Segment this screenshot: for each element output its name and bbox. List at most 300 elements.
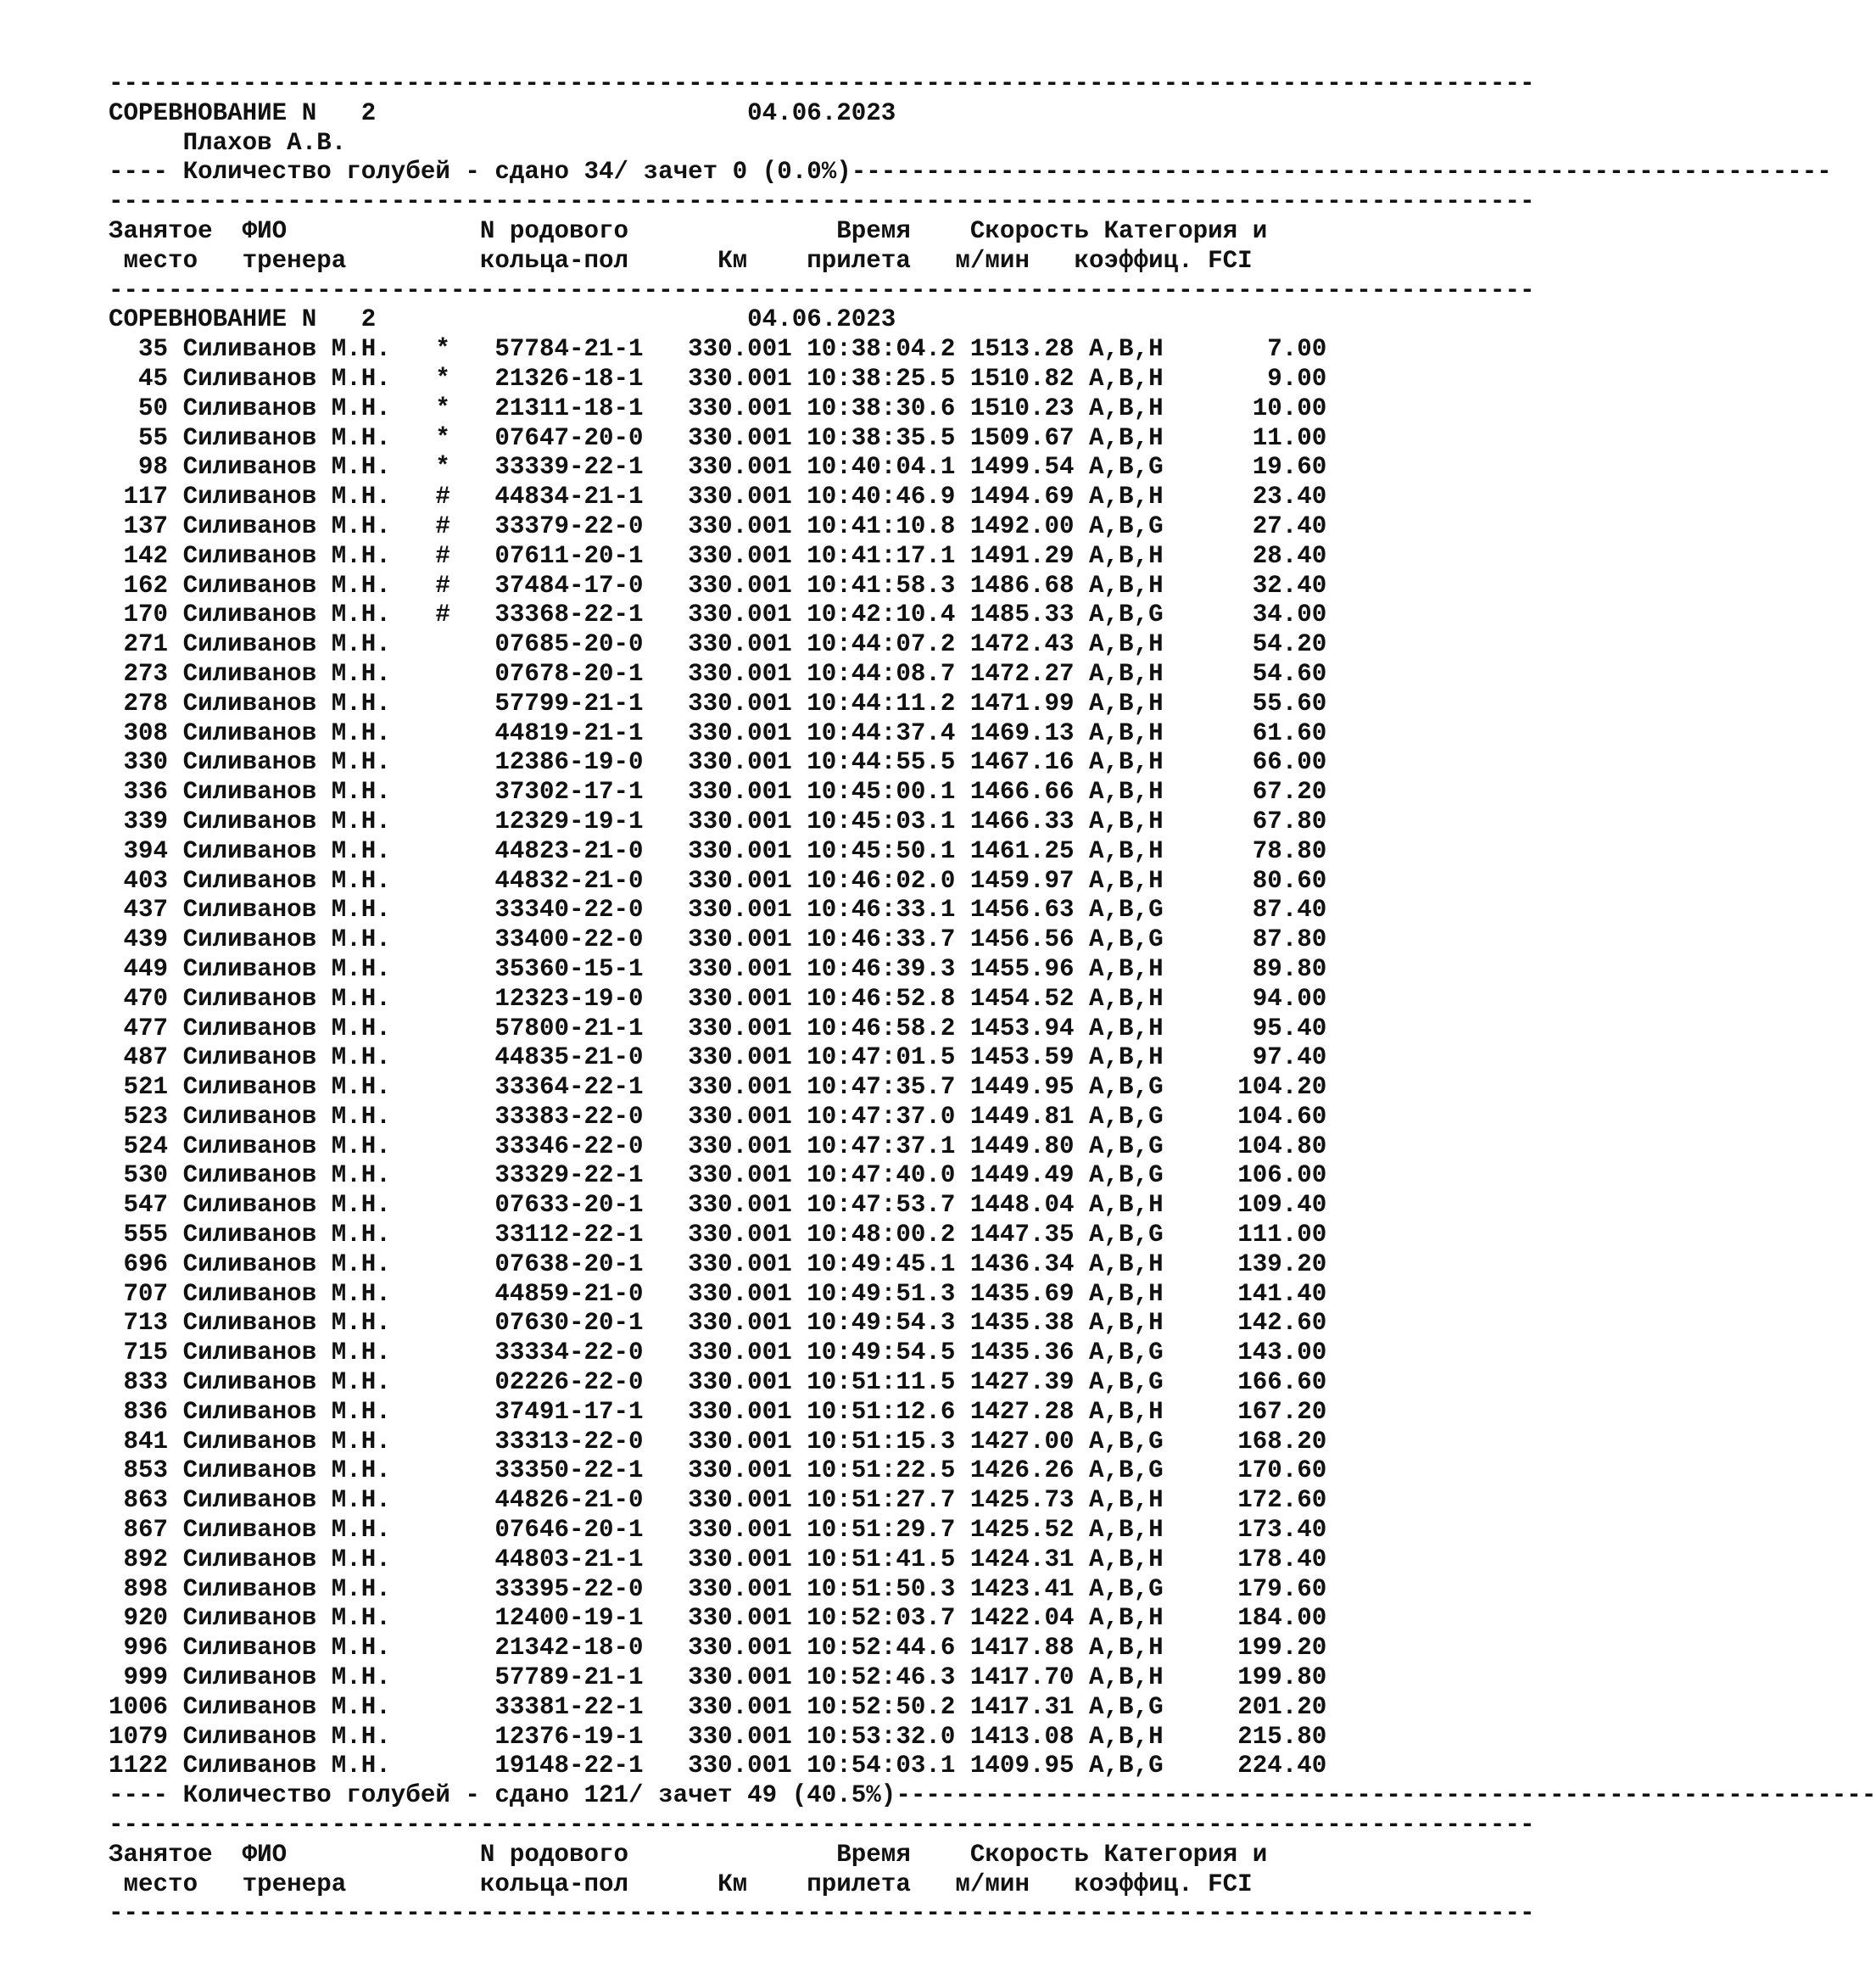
cell-time: 10:47:35.7 bbox=[807, 1073, 956, 1102]
cell-category: A,B,H bbox=[1089, 1279, 1164, 1308]
table-row bbox=[109, 1280, 1381, 1310]
cell-speed: 1413.08 bbox=[969, 1722, 1075, 1751]
cell-ring: 07630-20-1 bbox=[494, 1309, 644, 1338]
cell-km: 330.001 bbox=[688, 1073, 792, 1102]
cell-mark: # bbox=[435, 511, 450, 540]
header-category: Категория и bbox=[1103, 216, 1268, 245]
cell-name: Силиванов М.Н. bbox=[182, 1102, 391, 1131]
cell-time: 10:46:52.8 bbox=[807, 984, 956, 1013]
table-row bbox=[109, 1309, 1381, 1339]
cell-ring: 57799-21-1 bbox=[494, 689, 644, 718]
cell-time: 10:44:11.2 bbox=[807, 689, 956, 718]
cell-km: 330.001 bbox=[688, 394, 792, 422]
cell-mark bbox=[435, 690, 450, 718]
cell-ring: 44834-21-1 bbox=[494, 483, 644, 511]
cell-category: A,B,H bbox=[1089, 423, 1164, 452]
cell-time: 10:47:53.7 bbox=[807, 1191, 956, 1220]
cell-speed: 1485.33 bbox=[969, 601, 1075, 629]
cell-coef: 106.00 bbox=[1237, 1161, 1327, 1190]
cell-ring: 33350-22-1 bbox=[494, 1456, 644, 1485]
cell-coef: 9.00 bbox=[1267, 364, 1327, 393]
cell-ring: 07611-20-1 bbox=[494, 541, 644, 570]
cell-place: 487 bbox=[109, 1043, 169, 1072]
cell-name: Силиванов М.Н. bbox=[182, 866, 391, 895]
cell-time: 10:41:17.1 bbox=[807, 541, 956, 570]
cell-name: Силиванов М.Н. bbox=[182, 836, 391, 865]
header-ring: N родового bbox=[479, 1840, 778, 1869]
cell-speed: 1469.13 bbox=[969, 718, 1075, 747]
cell-category: A,B,H bbox=[1089, 571, 1164, 600]
table-row bbox=[109, 601, 1381, 630]
cell-speed: 1422.04 bbox=[969, 1604, 1075, 1633]
cell-km: 330.001 bbox=[688, 1368, 792, 1397]
cell-km: 330.001 bbox=[688, 601, 792, 629]
cell-coef: 87.80 bbox=[1252, 925, 1327, 954]
cell-time: 10:53:32.0 bbox=[807, 1722, 956, 1751]
cell-mark bbox=[435, 867, 450, 895]
cell-category: A,B,H bbox=[1089, 1604, 1164, 1633]
cell-km: 330.001 bbox=[688, 984, 792, 1013]
cell-speed: 1417.31 bbox=[969, 1692, 1075, 1721]
cell-name: Силиванов М.Н. bbox=[182, 394, 391, 422]
cell-name: Силиванов М.Н. bbox=[182, 601, 391, 629]
cell-coef: 104.80 bbox=[1237, 1132, 1327, 1160]
cell-category: A,B,G bbox=[1089, 1221, 1164, 1249]
header-name: тренера bbox=[242, 1869, 480, 1898]
cell-speed: 1435.38 bbox=[969, 1309, 1075, 1338]
cell-km: 330.001 bbox=[688, 807, 792, 836]
cell-name: Силиванов М.Н. bbox=[182, 748, 391, 777]
cell-place: 999 bbox=[109, 1663, 169, 1692]
cell-speed: 1449.81 bbox=[969, 1102, 1075, 1131]
cell-mark bbox=[435, 1309, 450, 1337]
cell-coef: 111.00 bbox=[1237, 1221, 1327, 1249]
cell-speed: 1491.29 bbox=[969, 541, 1075, 570]
header-name: ФИО bbox=[242, 1840, 480, 1869]
cell-category: A,B,H bbox=[1089, 1722, 1164, 1751]
header-category: Категория и bbox=[1103, 1840, 1268, 1869]
header-place: Занятое bbox=[109, 1840, 243, 1869]
cell-name: Силиванов М.Н. bbox=[182, 1516, 391, 1545]
cell-speed: 1510.82 bbox=[969, 364, 1075, 393]
cell-category: A,B,H bbox=[1089, 630, 1164, 659]
cell-name: Силиванов М.Н. bbox=[182, 1752, 391, 1780]
cell-name: Силиванов М.Н. bbox=[182, 718, 391, 747]
cell-name: Силиванов М.Н. bbox=[182, 1663, 391, 1692]
cell-ring: 33339-22-1 bbox=[494, 453, 644, 482]
table-row bbox=[109, 630, 1381, 660]
table-row bbox=[109, 896, 1381, 925]
cell-km: 330.001 bbox=[688, 1014, 792, 1042]
header-speed: м/мин bbox=[955, 246, 1075, 275]
cell-time: 10:48:00.2 bbox=[807, 1221, 956, 1249]
cell-place: 524 bbox=[109, 1132, 169, 1160]
table-row bbox=[109, 808, 1381, 837]
cell-time: 10:38:30.6 bbox=[807, 394, 956, 422]
cell-km: 330.001 bbox=[688, 718, 792, 747]
cell-place: 137 bbox=[109, 511, 169, 540]
cell-category: A,B,G bbox=[1089, 896, 1164, 925]
cell-speed: 1454.52 bbox=[969, 984, 1075, 1013]
cell-ring: 21311-18-1 bbox=[494, 394, 644, 422]
cell-place: 98 bbox=[109, 453, 169, 482]
cell-mark: # bbox=[435, 541, 450, 570]
cell-speed: 1461.25 bbox=[969, 836, 1075, 865]
cell-name: Силиванов М.Н. bbox=[182, 1722, 391, 1751]
table-row bbox=[109, 690, 1381, 719]
cell-ring: 33395-22-0 bbox=[494, 1574, 644, 1603]
header-speed: м/мин bbox=[955, 1869, 1075, 1898]
cell-time: 10:49:54.5 bbox=[807, 1339, 956, 1367]
cell-place: 920 bbox=[109, 1604, 169, 1633]
cell-ring: 33379-22-0 bbox=[494, 511, 644, 540]
cell-ring: 33112-22-1 bbox=[494, 1221, 644, 1249]
cell-ring: 57784-21-1 bbox=[494, 335, 644, 364]
summary-text: Количество голубей - сдано 121/ зачет 49 (40.5%) bbox=[182, 1781, 896, 1810]
cell-place: 162 bbox=[109, 571, 169, 600]
cell-category: A,B,H bbox=[1089, 483, 1164, 511]
cell-mark bbox=[435, 1280, 450, 1308]
cell-place: 477 bbox=[109, 1014, 169, 1042]
cell-coef: 143.00 bbox=[1237, 1339, 1327, 1367]
header-category: коэффиц. FCI bbox=[1074, 1869, 1253, 1898]
cell-mark bbox=[435, 896, 450, 924]
cell-time: 10:41:58.3 bbox=[807, 571, 956, 600]
cell-coef: 54.60 bbox=[1252, 659, 1327, 688]
cell-category: A,B,G bbox=[1089, 1161, 1164, 1190]
cell-place: 1122 bbox=[109, 1752, 169, 1780]
table-row bbox=[109, 394, 1381, 424]
cell-speed: 1455.96 bbox=[969, 954, 1075, 983]
cell-category: A,B,G bbox=[1089, 1456, 1164, 1485]
cell-km: 330.001 bbox=[688, 423, 792, 452]
cell-km: 330.001 bbox=[688, 1456, 792, 1485]
cell-ring: 44835-21-0 bbox=[494, 1043, 644, 1072]
cell-speed: 1425.52 bbox=[969, 1516, 1075, 1545]
cell-km: 330.001 bbox=[688, 1132, 792, 1160]
cell-ring: 33334-22-0 bbox=[494, 1339, 644, 1367]
cell-place: 449 bbox=[109, 954, 169, 983]
table-row bbox=[109, 1250, 1381, 1280]
cell-ring: 33400-22-0 bbox=[494, 925, 644, 954]
competition-label: СОРЕВНОВАНИЕ N bbox=[109, 98, 317, 127]
cell-name: Силиванов М.Н. bbox=[182, 1397, 391, 1426]
cell-category: A,B,G bbox=[1089, 1692, 1164, 1721]
section-date: 04.06.2023 bbox=[747, 305, 896, 334]
table-row bbox=[109, 955, 1381, 985]
competition-number: 2 bbox=[360, 98, 377, 127]
cell-ring: 21326-18-1 bbox=[494, 364, 644, 393]
cell-place: 55 bbox=[109, 423, 169, 452]
cell-coef: 215.80 bbox=[1237, 1722, 1327, 1751]
cell-time: 10:44:37.4 bbox=[807, 718, 956, 747]
cell-coef: 66.00 bbox=[1252, 748, 1327, 777]
cell-speed: 1449.49 bbox=[969, 1161, 1075, 1190]
header-time: прилета bbox=[807, 246, 956, 275]
cell-category: A,B,H bbox=[1089, 718, 1164, 747]
table-row bbox=[109, 925, 1381, 955]
table-row bbox=[109, 453, 1381, 483]
cell-name: Силиванов М.Н. bbox=[182, 511, 391, 540]
cell-km: 330.001 bbox=[688, 925, 792, 954]
cell-time: 10:51:50.3 bbox=[807, 1574, 956, 1603]
cell-time: 10:41:10.8 bbox=[807, 511, 956, 540]
table-row bbox=[109, 1014, 1381, 1044]
cell-coef: 27.40 bbox=[1252, 511, 1327, 540]
cell-ring: 33313-22-0 bbox=[494, 1427, 644, 1456]
cell-km: 330.001 bbox=[688, 1486, 792, 1515]
cell-speed: 1472.43 bbox=[969, 630, 1075, 659]
column-header-row-2 bbox=[109, 247, 1381, 277]
cell-place: 403 bbox=[109, 866, 169, 895]
cell-name: Силиванов М.Н. bbox=[182, 1279, 391, 1308]
cell-speed: 1509.67 bbox=[969, 423, 1075, 452]
cell-mark bbox=[435, 719, 450, 747]
cell-category: A,B,G bbox=[1089, 1752, 1164, 1780]
cell-name: Силиванов М.Н. bbox=[182, 630, 391, 659]
cell-km: 330.001 bbox=[688, 1221, 792, 1249]
cell-mark bbox=[435, 808, 450, 836]
cell-ring: 44859-21-0 bbox=[494, 1279, 644, 1308]
cell-time: 10:52:50.2 bbox=[807, 1692, 956, 1721]
header-time: Время bbox=[836, 216, 941, 245]
cell-time: 10:52:44.6 bbox=[807, 1634, 956, 1663]
table-row bbox=[109, 1634, 1381, 1663]
cell-mark bbox=[435, 1103, 450, 1131]
cell-mark bbox=[435, 1191, 450, 1219]
cell-category: A,B,H bbox=[1089, 984, 1164, 1013]
cell-place: 547 bbox=[109, 1191, 169, 1220]
table-row bbox=[109, 1043, 1381, 1073]
competition-heading bbox=[109, 99, 1381, 129]
column-header-row-1 bbox=[109, 1841, 1381, 1870]
cell-place: 696 bbox=[109, 1249, 169, 1278]
cell-time: 10:52:46.3 bbox=[807, 1663, 956, 1692]
cell-coef: 54.20 bbox=[1252, 630, 1327, 659]
cell-km: 330.001 bbox=[688, 630, 792, 659]
cell-coef: 10.00 bbox=[1252, 394, 1327, 422]
cell-time: 10:46:33.7 bbox=[807, 925, 956, 954]
cell-speed: 1467.16 bbox=[969, 748, 1075, 777]
table-row bbox=[109, 1339, 1381, 1368]
cell-mark bbox=[435, 778, 450, 806]
cell-speed: 1459.97 bbox=[969, 866, 1075, 895]
table-row bbox=[109, 483, 1381, 512]
cell-name: Силиванов М.Н. bbox=[182, 1339, 391, 1367]
cell-km: 330.001 bbox=[688, 453, 792, 482]
cell-speed: 1417.88 bbox=[969, 1634, 1075, 1663]
cell-coef: 170.60 bbox=[1237, 1456, 1327, 1485]
cell-km: 330.001 bbox=[688, 364, 792, 393]
rule-line: ------------------------------------------------------------------------------------------------ bbox=[109, 1899, 1535, 1928]
cell-ring: 07678-20-1 bbox=[494, 659, 644, 688]
cell-place: 530 bbox=[109, 1161, 169, 1190]
cell-time: 10:47:37.0 bbox=[807, 1102, 956, 1131]
header-place: место bbox=[123, 246, 243, 275]
cell-km: 330.001 bbox=[688, 1752, 792, 1780]
cell-category: A,B,H bbox=[1089, 1634, 1164, 1663]
cell-mark bbox=[435, 925, 450, 953]
cell-mark bbox=[435, 1693, 450, 1721]
cell-speed: 1499.54 bbox=[969, 453, 1075, 482]
cell-km: 330.001 bbox=[688, 1249, 792, 1278]
cell-time: 10:49:51.3 bbox=[807, 1279, 956, 1308]
cell-km: 330.001 bbox=[688, 335, 792, 364]
cell-mark bbox=[435, 1545, 450, 1573]
cell-place: 836 bbox=[109, 1397, 169, 1426]
cell-category: A,B,G bbox=[1089, 1132, 1164, 1160]
cell-km: 330.001 bbox=[688, 511, 792, 540]
rule-line: ------------------------------------------------------------------------------------------------ bbox=[109, 276, 1535, 305]
cell-time: 10:42:10.4 bbox=[807, 601, 956, 629]
cell-name: Силиванов М.Н. bbox=[182, 1221, 391, 1249]
cell-place: 336 bbox=[109, 778, 169, 807]
cell-speed: 1456.63 bbox=[969, 896, 1075, 925]
cell-mark bbox=[435, 1604, 450, 1632]
table-row bbox=[109, 660, 1381, 690]
cell-km: 330.001 bbox=[688, 1427, 792, 1456]
cell-name: Силиванов М.Н. bbox=[182, 1161, 391, 1190]
cell-time: 10:47:37.1 bbox=[807, 1132, 956, 1160]
cell-time: 10:45:00.1 bbox=[807, 778, 956, 807]
cell-category: A,B,G bbox=[1089, 1368, 1164, 1397]
table-row bbox=[109, 1604, 1381, 1634]
cell-time: 10:46:02.0 bbox=[807, 866, 956, 895]
cell-ring: 33383-22-0 bbox=[494, 1102, 644, 1131]
cell-km: 330.001 bbox=[688, 836, 792, 865]
results-table bbox=[109, 335, 1381, 1781]
cell-name: Силиванов М.Н. bbox=[182, 541, 391, 570]
cell-speed: 1449.95 bbox=[969, 1073, 1075, 1102]
cell-coef: 199.20 bbox=[1237, 1634, 1327, 1663]
cell-name: Силиванов М.Н. bbox=[182, 954, 391, 983]
cell-speed: 1427.00 bbox=[969, 1427, 1075, 1456]
cell-speed: 1447.35 bbox=[969, 1221, 1075, 1249]
cell-coef: 67.20 bbox=[1252, 778, 1327, 807]
cell-coef: 201.20 bbox=[1237, 1692, 1327, 1721]
cell-coef: 224.40 bbox=[1237, 1752, 1327, 1780]
cell-km: 330.001 bbox=[688, 1516, 792, 1545]
header-time: прилета bbox=[807, 1869, 956, 1898]
cell-speed: 1471.99 bbox=[969, 689, 1075, 718]
cell-coef: 61.60 bbox=[1252, 718, 1327, 747]
rule-line: ------------------------------------------------------------------------------------------------ bbox=[109, 1811, 1535, 1840]
cell-category: A,B,H bbox=[1089, 1397, 1164, 1426]
cell-name: Силиванов М.Н. bbox=[182, 778, 391, 807]
cell-name: Силиванов М.Н. bbox=[182, 1456, 391, 1485]
cell-mark bbox=[435, 1339, 450, 1366]
cell-category: A,B,H bbox=[1089, 748, 1164, 777]
cell-time: 10:51:22.5 bbox=[807, 1456, 956, 1485]
cell-name: Силиванов М.Н. bbox=[182, 1014, 391, 1042]
cell-mark: # bbox=[435, 483, 450, 511]
cell-mark bbox=[435, 1250, 450, 1278]
cell-mark bbox=[435, 660, 450, 688]
cell-coef: 167.20 bbox=[1237, 1397, 1327, 1426]
cell-coef: 80.60 bbox=[1252, 866, 1327, 895]
cell-category: A,B,H bbox=[1089, 1043, 1164, 1072]
cell-km: 330.001 bbox=[688, 1604, 792, 1633]
header-name: ФИО bbox=[242, 216, 480, 245]
cell-category: A,B,G bbox=[1089, 1339, 1164, 1367]
table-row bbox=[109, 1132, 1381, 1162]
cell-time: 10:44:07.2 bbox=[807, 630, 956, 659]
cell-mark bbox=[435, 1663, 450, 1691]
cell-mark bbox=[435, 1132, 450, 1160]
table-row bbox=[109, 1161, 1381, 1191]
table-row bbox=[109, 1693, 1381, 1723]
cell-speed: 1435.36 bbox=[969, 1339, 1075, 1367]
cell-mark bbox=[435, 1634, 450, 1662]
header-ring: N родового bbox=[479, 216, 778, 245]
cell-speed: 1486.68 bbox=[969, 571, 1075, 600]
cell-coef: 173.40 bbox=[1237, 1516, 1327, 1545]
cell-km: 330.001 bbox=[688, 1102, 792, 1131]
summary-line: ---- Количество голубей - сдано 121/ зачет 49 (40.5%)------------------------------------------------------------------ bbox=[109, 1781, 1876, 1810]
cell-coef: 178.40 bbox=[1237, 1545, 1327, 1573]
cell-name: Силиванов М.Н. bbox=[182, 807, 391, 836]
cell-name: Силиванов М.Н. bbox=[182, 453, 391, 482]
cell-place: 521 bbox=[109, 1073, 169, 1102]
cell-coef: 87.40 bbox=[1252, 896, 1327, 925]
cell-speed: 1425.73 bbox=[969, 1486, 1075, 1515]
cell-speed: 1426.26 bbox=[969, 1456, 1075, 1485]
table-row bbox=[109, 778, 1381, 808]
cell-name: Силиванов М.Н. bbox=[182, 1191, 391, 1220]
cell-ring: 57789-21-1 bbox=[494, 1663, 644, 1692]
cell-category: A,B,H bbox=[1089, 1014, 1164, 1042]
cell-mark bbox=[435, 1516, 450, 1544]
cell-coef: 67.80 bbox=[1252, 807, 1327, 836]
section-competition-number: 2 bbox=[360, 305, 377, 334]
cell-name: Силиванов М.Н. bbox=[182, 335, 391, 364]
table-row bbox=[109, 1073, 1381, 1103]
cell-name: Силиванов М.Н. bbox=[182, 423, 391, 452]
cell-time: 10:44:08.7 bbox=[807, 659, 956, 688]
cell-time: 10:51:27.7 bbox=[807, 1486, 956, 1515]
table-row bbox=[109, 572, 1381, 601]
cell-km: 330.001 bbox=[688, 1634, 792, 1663]
cell-time: 10:45:03.1 bbox=[807, 807, 956, 836]
cell-mark bbox=[435, 748, 450, 776]
cell-category: A,B,H bbox=[1089, 954, 1164, 983]
cell-category: A,B,H bbox=[1089, 836, 1164, 865]
cell-category: A,B,H bbox=[1089, 335, 1164, 364]
table-row bbox=[109, 1221, 1381, 1250]
cell-place: 117 bbox=[109, 483, 169, 511]
cell-ring: 12376-19-1 bbox=[494, 1722, 644, 1751]
cell-speed: 1423.41 bbox=[969, 1574, 1075, 1603]
competition-date: 04.06.2023 bbox=[747, 98, 896, 127]
cell-mark bbox=[435, 1428, 450, 1456]
cell-category: A,B,H bbox=[1089, 1516, 1164, 1545]
cell-time: 10:54:03.1 bbox=[807, 1752, 956, 1780]
cell-time: 10:38:25.5 bbox=[807, 364, 956, 393]
cell-mark bbox=[435, 1221, 450, 1249]
cell-speed: 1466.33 bbox=[969, 807, 1075, 836]
cell-coef: 89.80 bbox=[1252, 954, 1327, 983]
header-category: коэффиц. FCI bbox=[1074, 246, 1253, 275]
cell-coef: 168.20 bbox=[1237, 1427, 1327, 1456]
cell-ring: 37491-17-1 bbox=[494, 1397, 644, 1426]
cell-speed: 1409.95 bbox=[969, 1752, 1075, 1780]
cell-km: 330.001 bbox=[688, 1545, 792, 1573]
cell-place: 45 bbox=[109, 364, 169, 393]
cell-ring: 07646-20-1 bbox=[494, 1516, 644, 1545]
table-row bbox=[109, 1191, 1381, 1221]
cell-time: 10:49:54.3 bbox=[807, 1309, 956, 1338]
cell-km: 330.001 bbox=[688, 1191, 792, 1220]
